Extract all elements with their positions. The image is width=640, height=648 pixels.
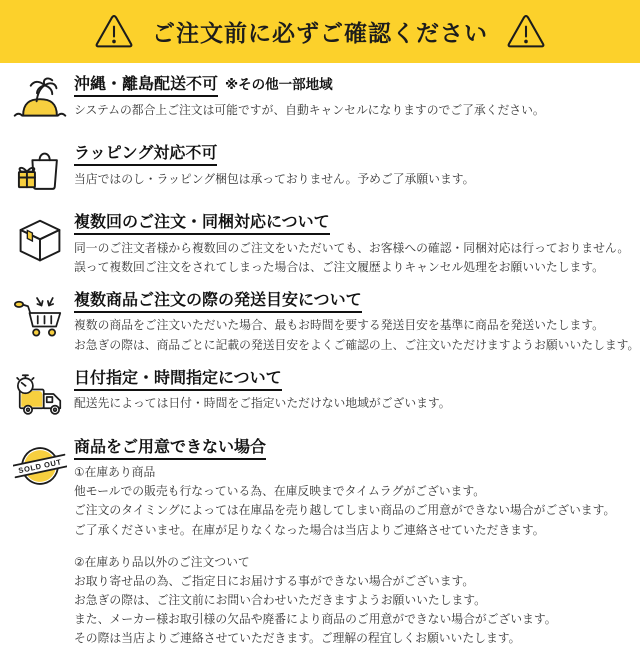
page-title: ご注文前に必ずご確認ください [152, 20, 488, 46]
section-wrapping [6, 143, 638, 199]
section-okinawa-shipping [6, 74, 638, 130]
section-multiple-orders [6, 212, 638, 277]
body-text: ご了承くださいませ。在庫が足りなくなった場合は当店よりご連絡させていただきます。 [74, 522, 545, 537]
section-shipping-estimate [6, 290, 638, 355]
section-title-note: ※その他一部地域 [225, 77, 333, 92]
body-text: 同一のご注文者様から複数回のご注文をいただいても、お客様への確認・同梱対応は行っておりません。 [74, 240, 630, 255]
body-text: システムの都合上ご注文は可能ですが、自動キャンセルになりますのでご了承ください。 [74, 102, 545, 117]
body-text: ご注文のタイミングによっては在庫品を売り越してしまい商品のご用意ができない場合がございます。 [74, 503, 616, 518]
body-text: 複数の商品をご注文いただいた場合、最もお時間を要する発送目安を基準に商品を発送いたします。 [74, 318, 604, 333]
palm-island-icon [6, 74, 74, 130]
section-title: 複数商品ご注文の際の発送目安について [74, 290, 636, 312]
body-text: ①在庫あり商品 [74, 465, 156, 480]
body-text: 他モールでの販売も行なっている為、在庫反映までタイムラグがございます。 [74, 484, 486, 499]
package-box-icon [6, 212, 74, 277]
section-title: 複数回のご注文・同梱対応について [74, 212, 636, 234]
body-text: ②在庫あり品以外のご注文ついて [74, 554, 250, 569]
body-text: 誤って複数回ご注文をされてしまった場合は、ご注文履歴よりキャンセル処理をお願いいたします。 [74, 259, 604, 274]
shopping-cart-icon [6, 290, 74, 355]
body-text: 当店ではのし・ラッピング梱包は承っておりません。予めご了承願います。 [74, 171, 475, 186]
body-text: また、メーカー様お取引様の欠品や廃番により商品のご用意ができない場合がございます。 [74, 611, 557, 626]
delivery-truck-clock-icon [6, 368, 74, 424]
sold-out-label: SOLD OUT [17, 456, 63, 475]
body-text: その際は当店よりご連絡させていただきます。ご理解の程宜しくお願いいたします。 [74, 631, 521, 646]
stock-items-group [74, 463, 636, 539]
section-title: ラッピング対応不可 [74, 143, 636, 165]
body-text: お急ぎの際は、商品ごとに記載の発送目安をよくご確認の上、ご注文いただけますようお願いいたします。 [74, 337, 640, 352]
header-banner [0, 0, 640, 63]
sold-out-stamp-icon [6, 437, 74, 648]
warning-triangle-icon [94, 14, 134, 50]
warning-triangle-icon [506, 14, 546, 50]
section-title: 日付指定・時間指定について [74, 368, 636, 390]
section-title: 商品をご用意できない場合 [74, 437, 636, 459]
body-text: 配送先によっては日付・時間をご指定いただけない地域がございます。 [74, 396, 451, 411]
section-item-unavailable [6, 437, 638, 648]
body-text: お急ぎの際は、ご注文前にお問い合わせいただきますようお願いいたします。 [74, 592, 486, 607]
section-date-time [6, 368, 638, 424]
body-text: お取り寄せ品の為、ご指定日にお届けする事ができない場合がございます。 [74, 573, 475, 588]
notice-sections [0, 63, 640, 648]
gift-bag-icon [6, 143, 74, 199]
section-title: 沖縄・離島配送不可 ※その他一部地域 [74, 74, 636, 96]
backorder-items-group [74, 553, 636, 648]
